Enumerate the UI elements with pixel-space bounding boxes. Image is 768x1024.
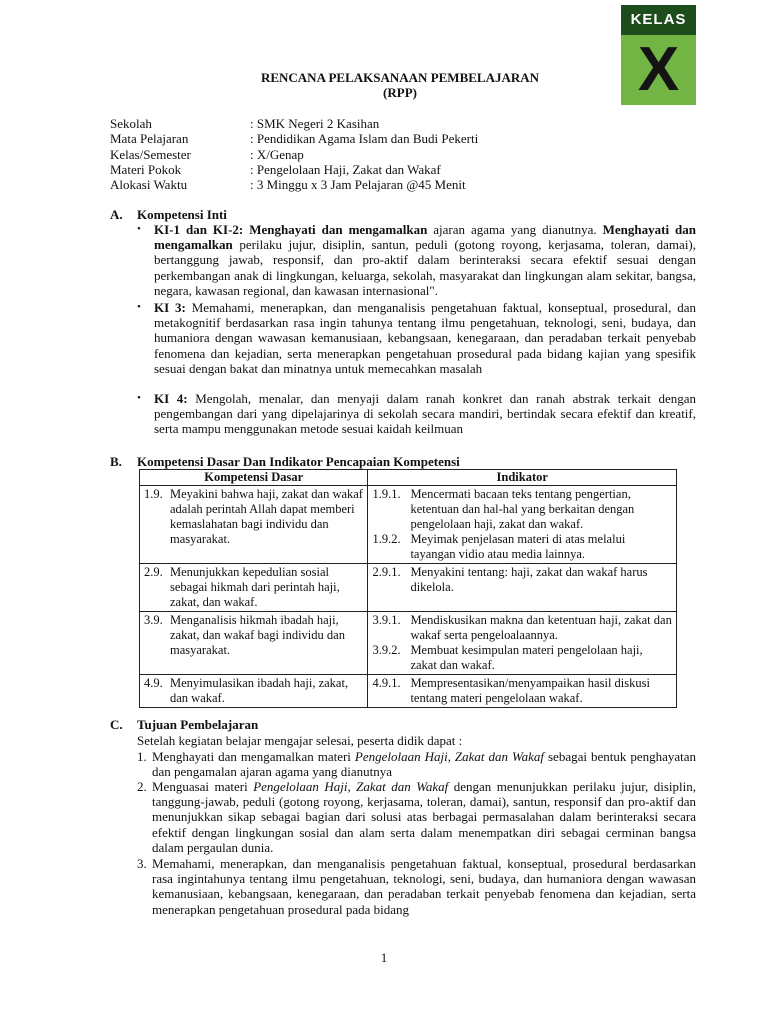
table-header: Indikator [368,470,677,486]
identity-row [110,116,670,131]
section-title: Kompetensi Dasar Dan Indikator Pencapaian Kompetensi [137,454,460,469]
kd-number: 2.9. [144,565,163,579]
indikator-number: 1.9.2. [372,532,401,546]
identity-label: Materi Pokok [110,161,182,177]
kd-number: 3.9. [144,613,163,627]
tujuan-intro: Setelah kegiatan belajar mengajar selesai, peserta didik dapat : [137,733,463,748]
section-letter: C. [110,717,123,732]
indikator-cell [368,486,677,564]
indikator-number: 1.9.1. [372,487,401,501]
item-number: 1. [137,749,147,764]
identity-row [110,131,670,146]
indikator-cell [368,564,677,612]
section-letter: A. [110,207,123,222]
ki12-body2: perilaku jujur, disiplin, santun, peduli (gotong royong, kerjasama, toleran, damai), bertanggung jawab, responsif, dan pro-aktif dalam berinteraksi secara efektif sesuai dengan perkembangan anak di lingkungan, keluarga, sekolah, masyarakat dan lingkungan alam sekitar, bangsa, negara, kawasan regional, dan kawasan internasional". [154,237,697,298]
kelas-badge [621,5,696,105]
indikator-text: Mencermati bacaan teks tentang pengertian, ketentuan dan hal-hal yang berkaitan dengan pengelolaan haji, zakat dan wakaf. [410,487,635,531]
ki12-text [154,222,696,298]
indikator-text: Menyakini tentang: haji, zakat dan wakaf harus dikelola. [410,565,648,594]
ki3-text [154,300,696,376]
indikator-text: Mendiskusikan makna dan ketentuan haji, zakat dan wakaf serta pengeloalaannya. [410,613,672,642]
identity-value: : 3 Minggu x 3 Jam Pelajaran @45 Menit [250,177,466,193]
identity-value: : Pendidikan Agama Islam dan Budi Pekerti [250,131,479,147]
section-title: Kompetensi Inti [137,207,227,222]
table-header-row [140,470,677,486]
identity-value: : Pengelolaan Haji, Zakat dan Wakaf [250,161,441,177]
item-post: sebagai bentuk penghayatan dan pengamalan ajaran agama yang dianutnya [152,749,697,780]
indikator-text: Membuat kesimpulan materi pengelolaan haji, zakat dan wakaf. [410,643,643,672]
identity-value: : SMK Negeri 2 Kasihan [250,116,380,131]
item-number: 2. [137,779,147,794]
item-italic: Pengelolaan Haji, Zakat dan Wakaf [253,779,449,794]
kd-text: Meyakini bahwa haji, zakat dan wakaf adalah perintah Allah dapat memberi kemaslahatan bagi individu dan masyarakat. [170,487,363,546]
kd-cell [140,486,368,564]
item-post: dengan menunjukkan perilaku jujur, disiplin, tanggung-jawab, peduli (gotong royong, kerjasama, toleran, damai), santun, responsif dan pro-aktif dan menunjukkan sikap sebagai bagian dari solusi atas berbagai permasalahan dalam berinteraksi secara efektif dengan lingkungan sosial dan alam serta dalam menempatkan diri sebagai cerminan bangsa dalam pergaulan dunia. [152,779,697,855]
indikator-cell [368,612,677,675]
kd-number: 1.9. [144,487,163,501]
kd-text: Menyimulasikan ibadah haji, zakat, dan wakaf. [170,676,349,705]
document-subtitle: (RPP) [383,85,417,100]
item-text: Memahami, menerapkan, dan menganalisis pengetahuan faktual, konseptual, prosedural berdasarkan rasa ingintahunya tentang ilmu pengetahuan, teknologi, seni, budaya, dan humaniora dengan wawasan kemanusiaan, kebangsaan, kenegaraan, dan peradaban terkait penyebab fenomena dan kejadian, serta menerapkan pengetahuan prosedural pada bidang [152,856,696,917]
identity-label: Alokasi Waktu [110,177,188,193]
identity-row [110,162,670,177]
identity-row [110,177,670,192]
ki4-text [154,391,696,437]
item-italic: Pengelolaan Haji, Zakat dan Wakaf [354,749,545,764]
item-text [152,779,696,855]
ki12-bold: Menghayati dan mengamalkan [249,222,428,237]
identity-label: Sekolah [110,116,152,131]
section-letter: B. [110,454,122,469]
table-row [140,675,677,708]
indikator-text: Mempresentasikan/menyampaikan hasil diskusi tentang materi pengelolaan wakaf. [410,676,650,705]
ki4-lead: KI 4: [154,391,188,406]
indikator-text: Meyimak penjelasan materi di atas melalui tayangan vidio atau media lainnya. [410,532,626,561]
ki3-body: Memahami, menerapkan, dan menganalisis pengetahuan faktual, konseptual, prosedural, dan metakognitif berdasarkan rasa ingin tahunya tentang ilmu pengetahuan, teknologi, seni, budaya, dan humaniora dengan wawasan kemanusiaan, kebangsaan, kenegaraan, dan peradaban terkait penyebab fenomena dan kejadian, serta menerapkan pengetahuan prosedural pada bidang kajian yang spesifik sesuai dengan bakat dan minatnya untuk memecahkan masalah [154,300,697,376]
identity-label: Kelas/Semester [110,146,191,162]
table-header: Kompetensi Dasar [140,470,368,486]
kd-cell [140,675,368,708]
indikator-number: 2.9.1. [372,565,401,579]
badge-label: KELAS [621,5,696,35]
indikator-cell [368,675,677,708]
kd-number: 4.9. [144,676,163,690]
ki12-body1: ajaran agama yang dianutnya. [433,222,597,237]
kd-text: Menganalisis hikmah ibadah haji, zakat, dan wakaf bagi individu dan masyarakat. [170,613,345,657]
item-text [152,749,696,779]
badge-grade: X [637,35,680,104]
identity-value: : X/Genap [250,146,304,162]
kd-text: Menunjukkan kepedulian sosial sebagai hikmah dari perintah haji, zakat, dan wakaf. [170,565,340,609]
document-title: RENCANA PELAKSANAAN PEMBELAJARAN [260,70,540,85]
bullet-icon: • [137,301,141,313]
indikator-number: 3.9.1. [372,613,401,627]
indikator-number: 4.9.1. [372,676,401,690]
table-row [140,612,677,675]
identity-label: Mata Pelajaran [110,131,189,147]
kd-indikator-table [139,469,677,708]
identity-block [110,116,670,192]
page-number: 1 [380,950,388,965]
ki4-body: Mengolah, menalar, dan menyaji dalam ranah konkret dan ranah abstrak terkait dengan pengembangan dari yang dipelajarinya di sekolah secara mandiri, bertindak secara efektif dan kreatif, serta mampu menggunakan metode sesuai kaidah keilmuan [154,391,697,437]
item-pre: Menguasai materi [152,779,248,794]
bullet-icon: • [137,392,141,404]
ki12-lead: KI-1 dan KI-2: [154,222,244,237]
indikator-number: 3.9.2. [372,643,401,657]
identity-row [110,147,670,162]
bullet-icon: • [137,223,141,235]
item-number: 3. [137,856,147,871]
kd-cell [140,612,368,675]
ki12-bold2: Menghayati dan mengamalkan [154,222,697,253]
table-row [140,564,677,612]
table-row [140,486,677,564]
section-title: Tujuan Pembelajaran [137,717,259,732]
ki3-lead: KI 3: [154,300,186,315]
item-pre: Menghayati dan mengamalkan materi [152,749,351,764]
kd-cell [140,564,368,612]
